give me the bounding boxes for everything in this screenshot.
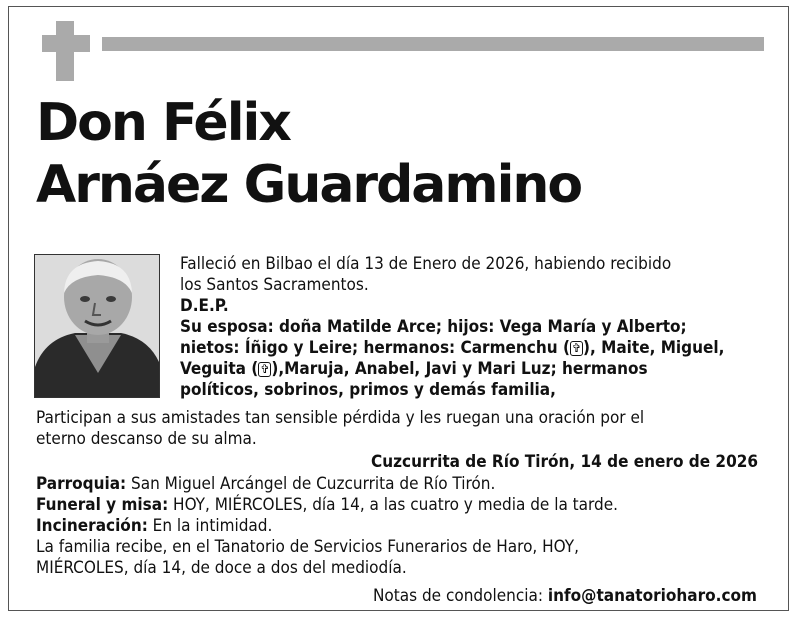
intro-line-1: Falleció en Bilbao el día 13 de Enero de 2026, habiendo recibido: [180, 254, 672, 274]
parroquia-value: San Miguel Arcángel de Cuzcurrita de Río Tirón.: [126, 474, 496, 494]
funeral-value: HOY, MIÉRCOLES, día 14, a las cuatro y media de la tarde.: [168, 495, 619, 515]
intro-block: [180, 254, 770, 401]
notas-line: [36, 586, 757, 607]
parroquia-line: [36, 474, 776, 495]
condolence-email[interactable]: info@tanatorioharo.com: [547, 586, 757, 606]
funeral-line: [36, 495, 776, 516]
deceased-name: [36, 92, 776, 216]
portrait-photo: [34, 254, 160, 398]
details-block: [36, 474, 776, 579]
name-line-2: Arnáez Guardamino: [36, 155, 582, 215]
family-line-2b: ), Maite, Miguel,: [582, 338, 725, 358]
family-line-3b: ),Maruja, Anabel, Javi y Mari Luz; hermanos: [271, 359, 648, 379]
dep-text: D.E.P.: [180, 296, 229, 316]
header-bar: [102, 37, 764, 51]
deceased-cross-icon: ✞: [571, 341, 581, 355]
participan-line-2: eterno descanso de su alma.: [36, 429, 257, 449]
family-line-1: Su esposa: doña Matilde Arce; hijos: Vega María y Alberto;: [180, 317, 687, 337]
family-line-3: [180, 359, 770, 380]
cross-icon-bar: [42, 35, 90, 52]
intro-line-2: los Santos Sacramentos.: [180, 275, 369, 295]
family-line-2: [180, 338, 770, 359]
name-line-1: Don Félix: [36, 93, 290, 153]
portrait-icon: [35, 255, 160, 398]
familia-line-2: MIÉRCOLES, día 14, de doce a dos del mediodía.: [36, 558, 407, 578]
family-line-3a: Veguita (: [180, 359, 259, 379]
deceased-cross-icon: ✞: [260, 362, 270, 376]
familia-line-1: La familia recibe, en el Tanatorio de Servicios Funerarios de Haro, HOY,: [36, 537, 579, 557]
incineracion-line: [36, 516, 776, 537]
parroquia-label: Parroquia:: [36, 474, 127, 494]
notas-label: Notas de condolencia:: [372, 586, 548, 606]
place-date: Cuzcurrita de Río Tirón, 14 de enero de 2026: [371, 452, 758, 472]
funeral-label: Funeral y misa:: [36, 495, 169, 515]
participan-block: [36, 408, 776, 450]
participan-line-1: Participan a sus amistades tan sensible pérdida y les ruegan una oración por el: [36, 408, 645, 428]
incineracion-label: Incineración:: [36, 516, 148, 536]
incineracion-value: En la intimidad.: [147, 516, 273, 536]
family-line-4: políticos, sobrinos, primos y demás familia,: [180, 380, 556, 400]
family-line-2a: nietos: Íñigo y Leire; hermanos: Carmenchu (: [180, 338, 570, 358]
